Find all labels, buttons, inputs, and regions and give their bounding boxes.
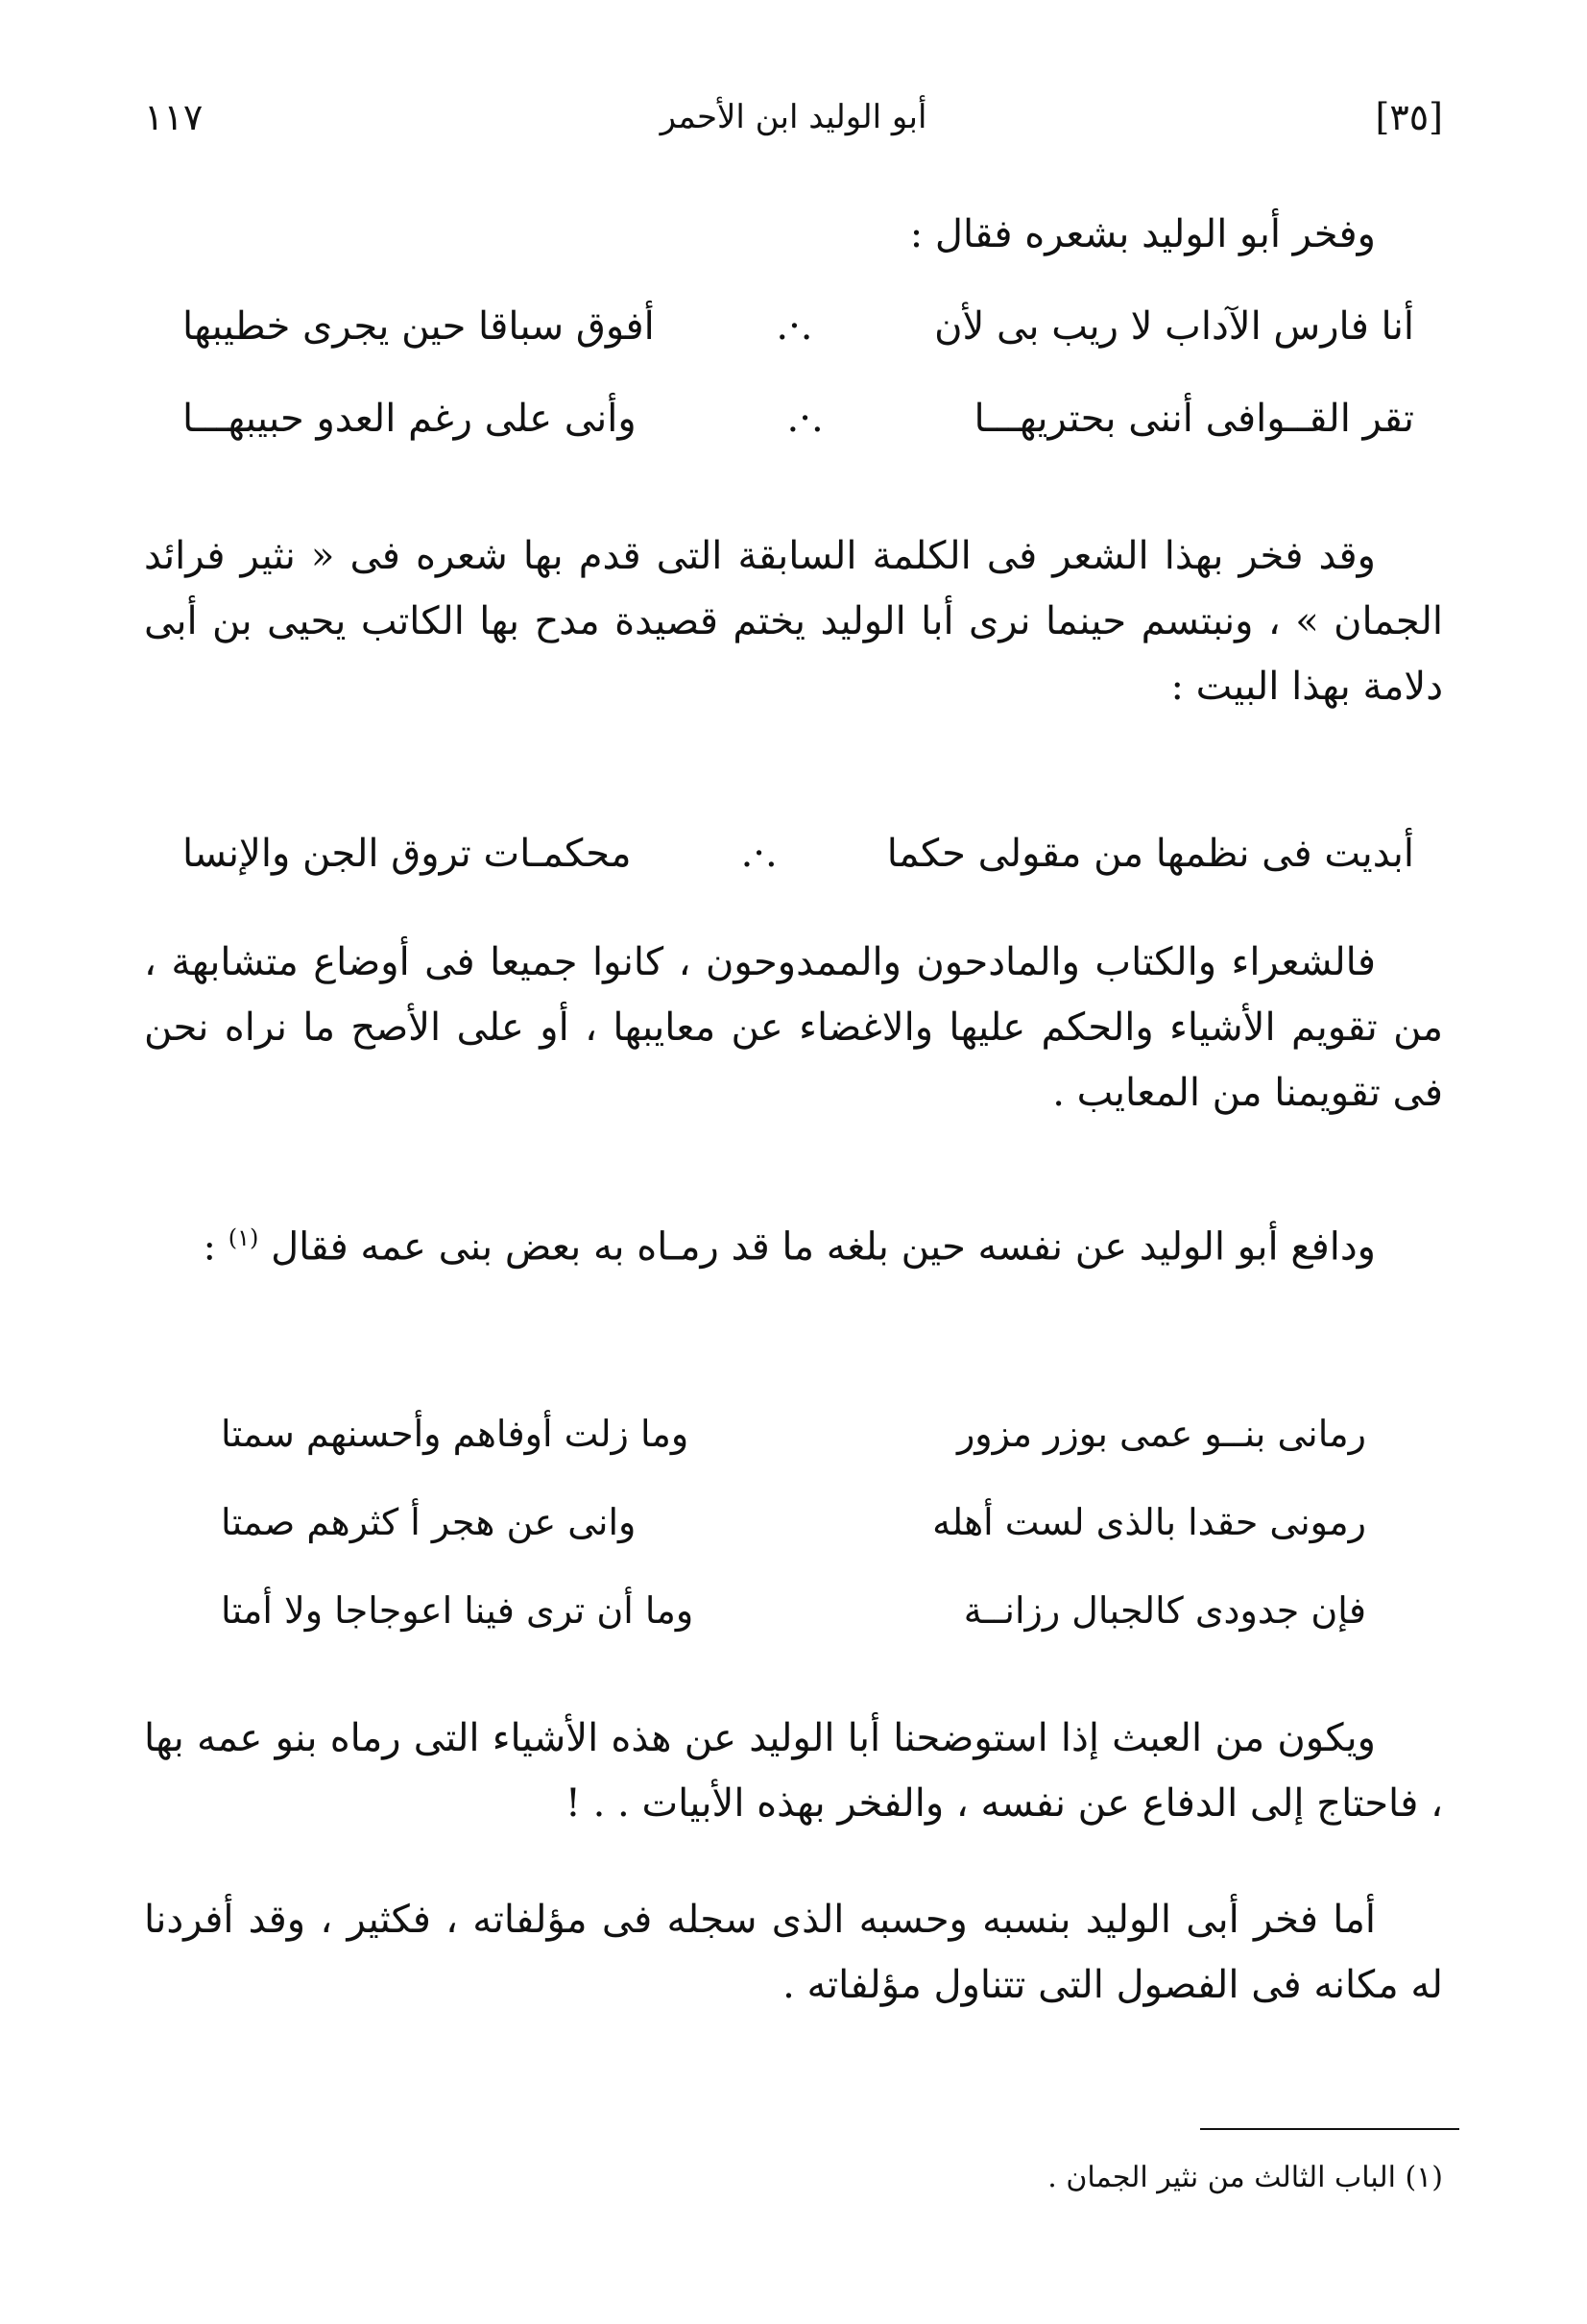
section-number: [٣٥] bbox=[1375, 96, 1443, 138]
page-number: ١١٧ bbox=[144, 96, 204, 138]
verse-1-line-2 bbox=[182, 386, 1414, 451]
running-title: أبو الوليد ابن الأحمر bbox=[660, 98, 927, 136]
verse-1-line-1 bbox=[182, 294, 1414, 359]
poem-verse-1 bbox=[221, 1402, 1366, 1465]
paragraph-1: وفخر أبو الوليد بشعره فقال : bbox=[909, 212, 1376, 256]
hemistich: أفوق سباقا حين يجرى خطيبها bbox=[182, 304, 655, 349]
verse-separator: .·. bbox=[740, 832, 778, 876]
paragraph-3: فالشعراء والكتاب والمادحون والممدوحون ، كانوا جميعا فى أوضاع متشابهة ، من تقويم الأشياء والحكم عليها والاغضاء عن معايبها ، أو على الأصح ما نراه نحن فى تقويمنا من المعايب . bbox=[144, 940, 1443, 1115]
hemistich: فإن جدودى كالجبال رزانــة bbox=[963, 1589, 1366, 1632]
hemistich: أنا فارس الآداب لا ريب بى لأن bbox=[934, 304, 1414, 349]
verse-separator: .·. bbox=[786, 397, 824, 441]
footnote: (١) الباب الثالث من نثير الجمان . bbox=[1047, 2161, 1443, 2194]
poem-verse-2 bbox=[221, 1490, 1366, 1554]
paragraph-4 bbox=[144, 1205, 1443, 1279]
hemistich: أبديت فى نظمها من مقولى حكما bbox=[886, 832, 1414, 876]
hemistich: رمانى بنــو عمى بوزر مزور bbox=[956, 1413, 1366, 1455]
hemistich: وما أن ترى فينا اعوجاجا ولا أمتا bbox=[221, 1589, 694, 1632]
verse-2 bbox=[182, 821, 1414, 886]
paragraph-2: وقد فخر بهذا الشعر فى الكلمة السابقة التى قدم بها شعره فى « نثير فرائد الجمان » ، ونبتسم حينما نرى أبا الوليد يختم قصيدة مدح بها الكاتب يحيى بن أبى دلامة بهذا البيت : bbox=[144, 534, 1443, 709]
paragraph-5: ويكون من العبث إذا استوضحنا أبا الوليد عن هذه الأشياء التى رماه بنو عمه بها ، فاحتاج إلى الدفاع عن نفسه ، والفخر بهذه الأبيات . . ! bbox=[144, 1716, 1443, 1826]
running-head bbox=[144, 88, 1443, 146]
hemistich: وانى عن هجر أ كثرهم صمتا bbox=[221, 1501, 637, 1543]
paragraph-4-text: ودافع أبو الوليد عن نفسه حين بلغه ما قد رمـاه به بعض بنى عمه فقال bbox=[271, 1224, 1376, 1270]
poem-verse-3 bbox=[221, 1579, 1366, 1642]
paragraph-4-end: : bbox=[203, 1224, 217, 1270]
footnote-rule bbox=[1200, 2128, 1459, 2130]
verse-separator: .·. bbox=[776, 304, 813, 349]
hemistich: وما زلت أوفاهم وأحسنهم سمتا bbox=[221, 1413, 689, 1455]
hemistich: تقر القــوافى أننى بحتريهـــا bbox=[974, 397, 1414, 441]
paragraph-6: أما فخر أبى الوليد بنسبه وحسبه الذى سجله فى مؤلفاته ، فكثير ، وقد أفردنا له مكانه فى الفصول التى تتناول مؤلفاته . bbox=[144, 1898, 1443, 2007]
footnote-reference: (١) bbox=[228, 1224, 259, 1251]
hemistich: وأنى على رغم العدو حبيبهـــا bbox=[182, 397, 637, 441]
hemistich: رمونى حقدا بالذى لست أهله bbox=[932, 1501, 1366, 1543]
hemistich: محكمـات تروق الجن والإنسا bbox=[182, 832, 632, 876]
